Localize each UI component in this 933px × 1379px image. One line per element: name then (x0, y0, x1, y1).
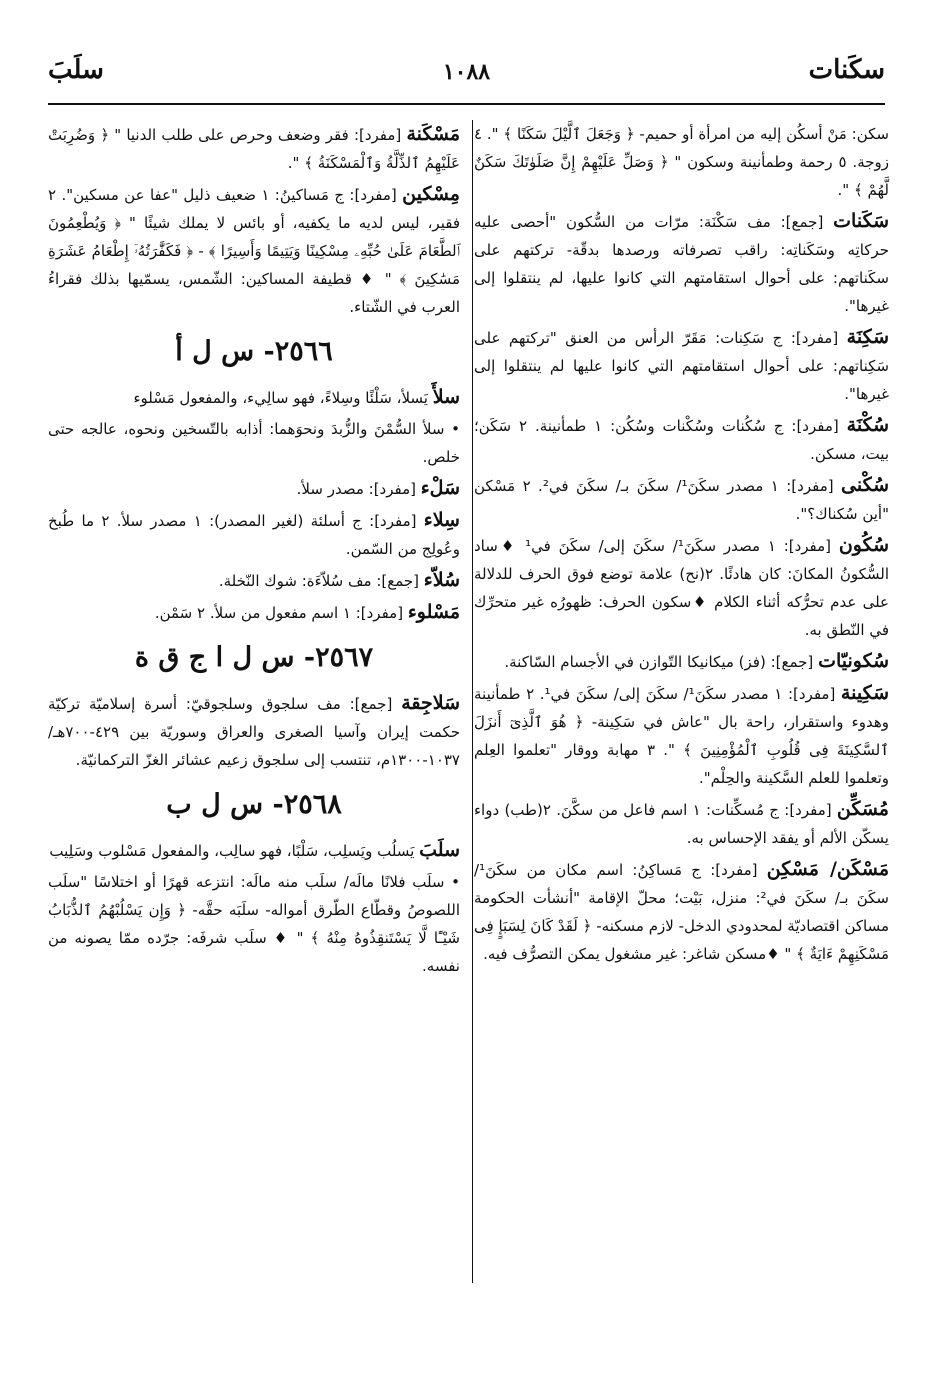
entry-headword: مَسْلوء (407, 601, 460, 623)
entry-definition: [مفرد]: ١ مصدر سكَنَ¹/ سكَنَ إلى/ سكَنَ في¹. ٢ طمأنينة وهدوء واستقرار، راحة بال "عاش في سَكِينة- ﴿ هُوَ ٱلَّذِىٓ أَنزَلَ ٱلسَّكِينَةَ فِى قُلُوبِ ٱلْمُؤْمِنِينَ ﴾ ". ٣ مهابة ووقار "تعلموا العِلم وتعلموا للعلم السَّكينة والحِلْم". (474, 685, 889, 787)
root-heading: ٢٥٦٨- س ل ب (166, 789, 342, 820)
entry-headword: سُكْنَة (846, 414, 889, 436)
dictionary-entry (474, 471, 889, 528)
dictionary-entry (474, 531, 889, 644)
dictionary-entry (48, 868, 460, 980)
dictionary-entry (48, 474, 460, 503)
entry-headword: سَلاجِقة (401, 692, 460, 714)
entry-headword: سِلاء (423, 509, 460, 531)
dictionary-entry (48, 598, 460, 627)
entry-definition: [جمع]: مف سَكْنَة: مرّات من السُّكون "أحصى عليه حركاتِه وسَكَناتِه: راقب تصرفاته ورصدها بدقّة- تركتهم على سكَناتهم: على أحوال استقامتهم التي كانوا عليها، لم ينتقلوا إلى غيرها". (474, 213, 889, 315)
dictionary-entry (474, 679, 889, 792)
entry-headword: سَكَنات (833, 210, 889, 232)
entry-definition: يَسلُب ويَسلِب، سَلْبًا، فهو سالِب، والمفعول مَسْلوب وسَلِيب (49, 842, 420, 860)
entry-definition: [مفرد]: ج أسلئة (لغير المصدر): ١ مصدر سلأ. ٢ ما طُبخ وعُولِج من السّمن. (48, 512, 460, 558)
entry-headword: مَسْكَن/ مَسْكِن (766, 858, 889, 880)
header-guide-word-right: سكَنات (808, 55, 885, 85)
entry-definition: يَسلأ، سَلْئًا وسِلاءً، فهو سالِيء، والمفعول مَسْلوء (133, 389, 433, 407)
dictionary-entry (474, 411, 889, 468)
dictionary-entry (48, 566, 460, 595)
entry-headword: مَسْكَنة (406, 123, 460, 145)
dictionary-entry (48, 180, 460, 321)
dictionary-entry (474, 207, 889, 320)
dictionary-entry (48, 836, 460, 865)
entry-definition: [مفرد]: ج مَساكِنُ: اسم مكان من سكَنَ¹/ سكَنَ بـ/ سكَنَ في²: منزل، بَيْت؛ محلّ الإقامة "أنشأت الحكومة مساكن اقتصاديّة لمحدودي الدخل- لازم مسكنه- ﴿ لَقَدْ كَانَ لِسَبَإٍ فِى مَسْكَنِهِمْ ءَايَةٌ ﴾ " ♦مسكن شاغر: غير مشغول يمكن التصرُّف فيه. (474, 861, 889, 963)
entry-headword: سُلاّء (423, 569, 460, 591)
entry-headword: سَكِنَة (846, 326, 889, 348)
entry-definition: [مفرد]: مصدر سلأ. (296, 480, 421, 498)
entry-definition: [مفرد]: ج سَكِنات: مَقَرّ الرأس من العنق "تركتهم على سَكِناتهم: على أحوال استقامتهم التي كانوا عليها لم ينتقلوا إلى غيرها". (474, 329, 889, 403)
entry-headword: سُكْنى (841, 474, 890, 496)
entry-definition: [مفرد]: ١ اسم مفعول من سلأ. ٢ سَمْن. (154, 604, 408, 622)
entry-definition: [مفرد]: ١ مصدر سكَنَ¹/ سكَنَ بـ/ سكَنَ في². ٢ مَسْكن "أين سُكناك؟". (474, 477, 889, 523)
left-column (48, 120, 460, 983)
entry-headword: سلَبَ (419, 839, 460, 861)
entry-definition: [جمع]: مف سُلاّءَة: شوك النّخلة. (218, 572, 424, 590)
entry-definition: [مفرد]: ج سُكُنات وسُكْنات وسُكُن: ١ طمأنينة. ٢ سَكَن؛ بيت، مسكن. (474, 417, 889, 463)
page-number: ١٠٨٨ (442, 59, 491, 85)
entry-headword: سَلْء (420, 477, 460, 499)
dictionary-entry (48, 415, 460, 471)
entry-definition: [مفرد]: فقر وضعف وحرص على طلب الدنيا " ﴿ وَضُرِبَتْ عَلَيْهِمُ ٱلذِّلَّةُ وَٱلْمَسْكَنَةُ ﴾ ". (48, 126, 460, 172)
entry-headword: مِسْكين (402, 183, 460, 205)
column-divider (472, 120, 473, 1283)
entry-headword: سُكُون (838, 534, 890, 556)
root-heading: ٢٥٦٧- س ل ا ج ق ة (134, 642, 374, 673)
entry-definition: [مفرد]: ج مَساكينُ: ١ ضعيف ذليل "عفا عن مسكين". ٢ فقير، ليس لديه ما يكفيه، أو بائس لا يملك شيئًا " ﴿ وَيُطْعِمُونَ ٱلطَّعَامَ عَلَىٰ حُبِّهِۦ مِسْكِينًا وَيَتِيمًا وَأَسِيرًا ﴾ - ﴿ فَكَفَّٰرَتُهُۥٓ إِطْعَامُ عَشَرَةِ مَسَٰكِينَ ﴾ " ♦ قطيفة المساكين: الشّمس، يسمّيها بذلك فقراءُ العرب في الشّتاء. (48, 186, 460, 316)
entry-definition: [مفرد]: ١ مصدر سكَنَ¹/ سكَنَ إلى/ سكَنَ في¹ ♦ساد السُّكونُ المكانَ: كان هادئًا. ٢(نح) علامة توضع فوق الحرف للدلالة على عدم تحرُّكه أثناء الكلام ♦سكون الحرف: ظهورُه غير متحرِّك في النّطق به. (474, 537, 889, 639)
entry-definition: • سلَب فلانًا مالَه/ سلَب منه مالَه: انتزعه قهرًا أو اختلاسًا "سلَب اللصوصُ وقطّاع الطّرق أمواله- سلَبَه حقَّه- ﴿ وَإِن يَسْلُبْهُمُ ٱلذُّبَابُ شَيْـًٔا لَّا يَسْتَنقِذُوهُ مِنْهُ ﴾ " ♦ سلَب شرفَه: جرّده ممّا يصونه من نفسه. (48, 873, 460, 975)
dictionary-entry (48, 383, 460, 412)
dictionary-entry (48, 506, 460, 563)
dictionary-entry (48, 689, 460, 774)
dictionary-entry (474, 120, 889, 204)
page-header (48, 55, 885, 95)
entry-headword: سَكِينة (840, 682, 889, 704)
header-guide-word-left: سلَبَ (48, 55, 104, 85)
entry-definition: • سلأ السُّمْنَ والزُّبدَ ونحوَهما: أذابه بالتّسخين ونحوه، عالجه حتى خلص. (48, 420, 460, 466)
dictionary-entry (474, 323, 889, 408)
entry-definition: سكن: مَنْ أسكُن إليه من امرأة أو حميم- ﴿ وَجَعَلَ ٱلَّيْلَ سَكَنًا ﴾ ". ٤ زوجة. ٥ رحمة وطمأنينة وسكون " ﴿ وَصَلِّ عَلَيْهِمْ إِنَّ صَلَوٰتَكَ سَكَنٌ لَّهُمْ ﴾ ". (474, 125, 889, 199)
right-column (474, 120, 889, 971)
header-rule (48, 103, 885, 105)
entry-definition: [مفرد]: ج مُسكِّنات: ١ اسم فاعل من سكَّنَ. ٢(طب) دواء يسكّن الألم أو يفقد الإحساس به. (474, 801, 889, 847)
root-heading: ٢٥٦٦- س ل أ (175, 336, 333, 367)
entry-definition: [جمع]: (فز) ميكانيكا التّوازن في الأجسام السّاكنة. (504, 653, 819, 671)
entry-headword: مُسَكِّن (836, 798, 889, 820)
entry-headword: سُكونيّات (818, 650, 889, 672)
dictionary-entry (474, 647, 889, 676)
dictionary-entry (474, 855, 889, 968)
dictionary-entry (474, 795, 889, 852)
entry-definition: [جمع]: مف سلجوق وسلجوقيّ: أسرة إسلاميّة تركيّة حكمت إيران وآسيا الصغرى والعراق وسوريّة بين ٤٢٩-٧٠٠هـ/ ١٠٣٧-١٣٠٠م، تنتسب إلى سلجوق زعيم عشائر الغزّ التركمانيّة. (48, 695, 460, 769)
dictionary-entry (48, 120, 460, 177)
entry-headword: سلأَ (432, 386, 460, 408)
